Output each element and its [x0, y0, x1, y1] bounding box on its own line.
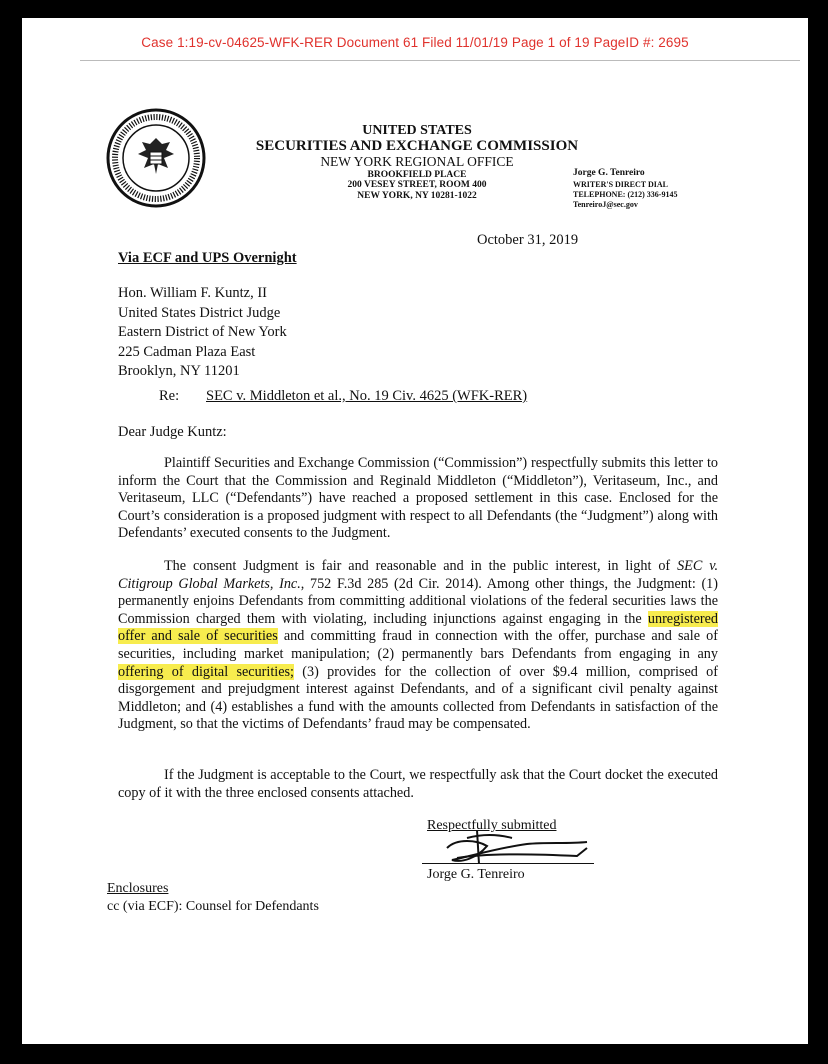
document-page: [22, 18, 808, 1044]
letterhead-building: BROOKFIELD PLACE: [367, 169, 467, 180]
sec-seal-icon: [106, 108, 206, 208]
paragraph-1: [118, 455, 718, 543]
cc-line: cc (via ECF): Counsel for Defendants: [107, 899, 319, 914]
writer-title: WRITER'S DIRECT DIAL: [573, 179, 668, 189]
paragraph-1-text: Plaintiff Securities and Exchange Commission (“Commission”) respectfully submits this letter to inform the Court that the Commission and Reginald Middleton (“Middleton”), Veritaseum, Inc., and Veritaseum, LLC (“Defendants”) have reached a proposed settlement in this case. Enclosed for the Court’s consideration is a proposed judgment with respect to all Defendants (the “Judgment”) along with Defendants’ executed consents to the Judgment.: [118, 455, 718, 542]
case-citation: SEC v. Citigroup Global Markets, Inc.: [118, 558, 718, 592]
letterhead-office: NEW YORK REGIONAL OFFICE: [320, 153, 514, 169]
paragraph-3: [118, 767, 718, 802]
letter-date: October 31, 2019: [477, 232, 579, 248]
addressee-block: [118, 284, 287, 382]
addressee-line: Hon. William F. Kuntz, II: [118, 285, 268, 301]
paragraph-2-text: (3) provides for the collection of over $9.4 million, comprised of disgorgement and prejudgment interest against Defendants, and of a significant civil penalty against Middleton; and (4) establishes a fund with the amounts collected from Defendants in satisfaction of the Judgment, so that the victims of Defendants’ fraud may be compensated.: [118, 663, 718, 733]
signer-name: Jorge G. Tenreiro: [427, 867, 525, 882]
paragraph-2: [118, 558, 718, 734]
letterhead-city: NEW YORK, NY 10281-1022: [357, 190, 477, 201]
re-case-caption: SEC v. Middleton et al., No. 19 Civ. 4625 (WFK-RER): [206, 388, 528, 404]
re-label: Re:: [159, 388, 180, 404]
paragraph-3-text: If the Judgment is acceptable to the Court, we respectfully ask that the Court docket the executed copy of it with the three enclosed consents attached.: [118, 767, 718, 801]
letterhead-street: 200 VESEY STREET, ROOM 400: [347, 180, 487, 191]
highlight-digital-securities: offering of digital securities;: [118, 663, 294, 680]
writer-email: TenreiroJ@sec.gov: [573, 199, 638, 209]
enclosures-label: Enclosures: [107, 881, 169, 896]
court-filing-stamp: Case 1:19-cv-04625-WFK-RER Document 61 Filed 11/01/19 Page 1 of 19 PageID #: 2695: [141, 35, 689, 50]
addressee-line: Eastern District of New York: [118, 324, 287, 340]
letterhead-agency: SECURITIES AND EXCHANGE COMMISSION: [255, 138, 579, 155]
letterhead: [252, 123, 582, 201]
paragraph-2-text: The consent Judgment is fair and reasonable and in the public interest, in light of: [164, 558, 678, 574]
addressee-line: United States District Judge: [118, 304, 281, 321]
writer-contact: [573, 168, 677, 210]
closing: Respectfully submitted: [427, 818, 557, 833]
salutation: Dear Judge Kuntz:: [118, 424, 227, 440]
letterhead-country: UNITED STATES: [362, 123, 472, 138]
paragraph-2-text: , 752 F.3d 285 (2d Cir. 2014). Among other things, the Judgment: (1) permanently enjoins Defendants from committing additional violations of the federal securities laws the Commission charged them with violating, including injunctions against engaging in the: [118, 575, 718, 627]
writer-phone: TELEPHONE: (212) 336-9145: [573, 189, 678, 199]
highlight-unregistered-offer: unregistered offer and sale of securities: [118, 610, 718, 645]
header-rule: [80, 60, 800, 61]
paragraph-2-text: and committing fraud in connection with the offer, purchase and sale of securities, including market manipulation; (2) permanently bars Defendants from engaging in any: [118, 628, 718, 662]
signature-line: [422, 863, 594, 864]
writer-name: Jorge G. Tenreiro: [573, 168, 645, 178]
addressee-line: 225 Cadman Plaza East: [118, 343, 256, 360]
delivery-method: Via ECF and UPS Overnight: [118, 250, 297, 266]
addressee-line: Brooklyn, NY 11201: [118, 363, 240, 379]
